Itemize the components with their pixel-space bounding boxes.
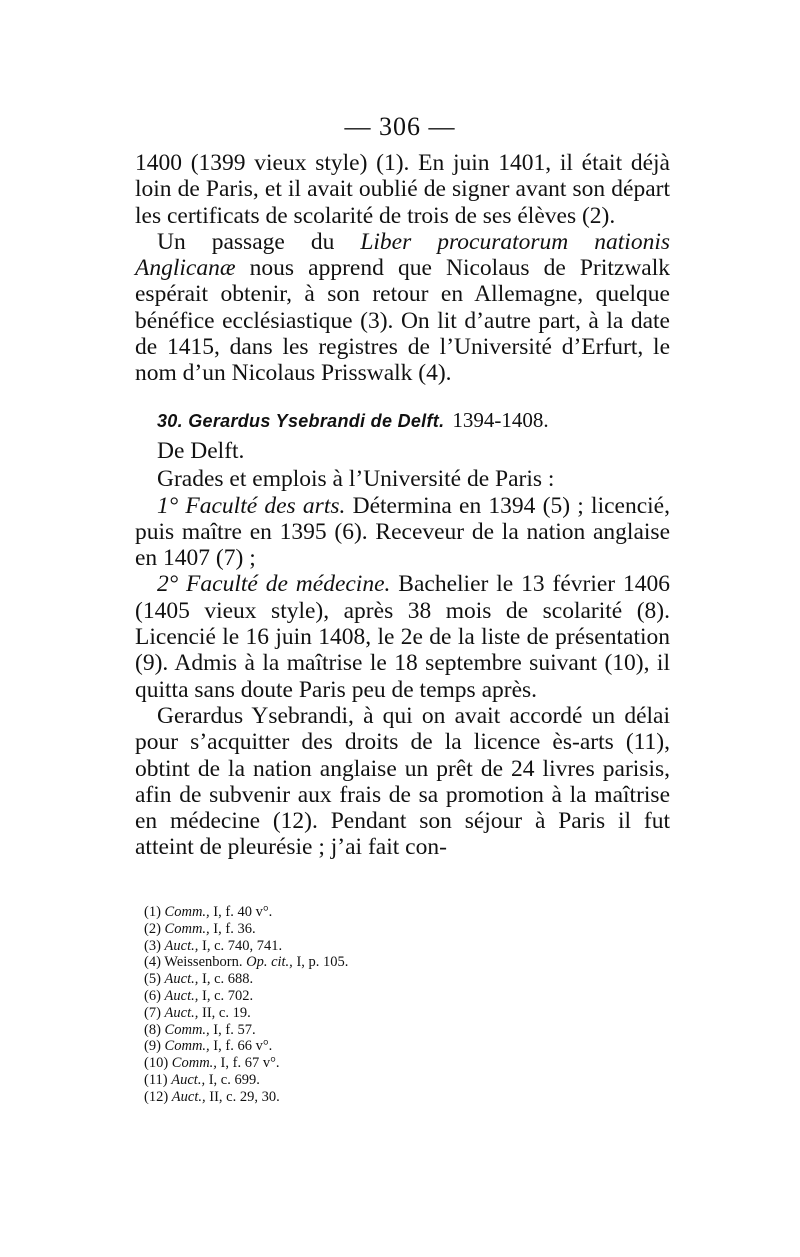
footnote-reference: I, c. 740, 741. [198, 937, 283, 954]
footnote [144, 954, 544, 971]
footnote [144, 1038, 544, 1055]
footnote [144, 921, 544, 938]
book-title: Liber procuratorum nationis Anglicanæ [135, 228, 670, 282]
page-number: — 306 — [344, 112, 456, 141]
footnote-number: (1) [144, 904, 161, 920]
footnote-source: Comm., [164, 1021, 210, 1038]
footnote-source: Comm., [164, 920, 210, 937]
faculte-medecine-paragraph [135, 571, 670, 702]
footnote-source: Op. cit., [246, 954, 293, 971]
footnote-number: (11) [144, 1071, 168, 1088]
paragraph-text: nous apprend que Nicolaus de Pritzwalk espérait obtenir, à son retour en Allemagne, quelque bénéfice ecclésiastique (3). On lit d’autre part, à la date de 1415, dans les registres de l’Université d’Erfurt, le nom d’un Nicolaus Prisswalk (4). [135, 255, 670, 387]
footnote-reference: I, f. 57. [209, 1021, 256, 1038]
footnote-source: Comm., [164, 1038, 210, 1055]
footnote-number: (6) [144, 987, 161, 1004]
footnote-number: (5) [144, 971, 161, 988]
paragraph-text: Un passage du [157, 228, 361, 255]
faculte-medecine-text: Bachelier le 13 février 1406 (1405 vieux style), après 38 mois de scolarité (8). Licencié le 16 juin 1408, le 2e de la liste de présentation (9). Admis à la maîtrise le 18 septembre suivant (10), il quitta sans doute Paris peu de temps après. [135, 571, 671, 703]
footnote-reference: I, c. 699. [205, 1071, 260, 1088]
entry-name: 30. Gerardus Ysebrandi de Delft. [157, 410, 445, 431]
footnote-reference: I, p. 105. [292, 954, 349, 971]
footnote-source: Auct., [164, 1004, 199, 1021]
footnote-number: (12) [144, 1088, 169, 1105]
footnote [144, 938, 544, 955]
footnote [144, 1055, 544, 1072]
footnote-source: Auct., [164, 987, 199, 1004]
footnote-reference: II, c. 19. [198, 1004, 251, 1021]
grades-title: Grades et emplois à l’Université de Paris : [157, 466, 555, 493]
footnote [144, 1005, 544, 1022]
final-paragraph: Gerardus Ysebrandi, à qui on avait accordé un délai pour s’acquitter des droits de la licence ès-arts (11), obtint de la nation anglaise un prêt de 24 livres parisis, afin de subvenir aux frais de sa promotion à la maîtrise en médecine (12). Pendant son séjour à Paris il fut atteint de pleurésie ; j’ai fait con- [135, 702, 670, 861]
footnote-author: Weissenborn. [164, 954, 247, 971]
faculte-arts-text: Détermina en 1394 (5) ; licencié, puis maître en 1395 (6). Receveur de la nation anglaise en 1407 (7) ; [135, 492, 670, 572]
footnote-source: Auct., [171, 1071, 206, 1088]
entry-origin: De Delft. [157, 437, 245, 464]
faculte-arts-paragraph [135, 493, 670, 572]
footnote-source: Auct., [164, 971, 199, 988]
footnote-reference: I, f. 36. [209, 920, 256, 937]
footnote [144, 988, 544, 1005]
footnote-reference: I, f. 66 v°. [209, 1038, 273, 1055]
footnote-number: (3) [144, 937, 161, 954]
footnote [144, 904, 544, 921]
footnote [144, 971, 544, 988]
footnote-number: (8) [144, 1021, 161, 1038]
footnote-number: (9) [144, 1038, 161, 1055]
footnote-number: (10) [144, 1055, 169, 1072]
footnote-reference: I, c. 688. [198, 971, 254, 988]
footnote-reference: I, f. 67 v°. [216, 1055, 280, 1072]
footnote [144, 1089, 544, 1106]
footnote-number: (7) [144, 1004, 161, 1021]
paragraph-liber-procuratorum [135, 229, 670, 387]
footnote-number: (2) [144, 920, 161, 937]
footnote-source: Auct., [164, 937, 199, 954]
footnote-number: (4) [144, 954, 161, 971]
entry-dates: 1394-1408. [452, 407, 549, 432]
entry-heading [135, 407, 670, 434]
footnote-reference: II, c. 29, 30. [205, 1088, 280, 1105]
faculte-arts-label: 1° Faculté des arts. [157, 492, 346, 519]
paragraph-continuation: 1400 (1399 vieux style) (1). En juin 1401, il était déjà loin de Paris, et il avait oublié de signer avant son départ les certificats de scolarité de trois de ses élèves (2). [135, 150, 670, 229]
footnote [144, 1072, 544, 1089]
faculte-medecine-label: 2° Faculté de médecine. [157, 571, 391, 598]
footnote-source: Comm., [171, 1055, 217, 1072]
footnote-source: Comm., [164, 904, 210, 920]
footnotes [144, 904, 544, 1106]
body-text [135, 150, 670, 861]
footnote-source: Auct., [171, 1088, 206, 1105]
footnote-reference: I, c. 702. [198, 987, 254, 1004]
footnote [144, 1022, 544, 1039]
footnote-reference: I, f. 40 v°. [209, 904, 273, 920]
